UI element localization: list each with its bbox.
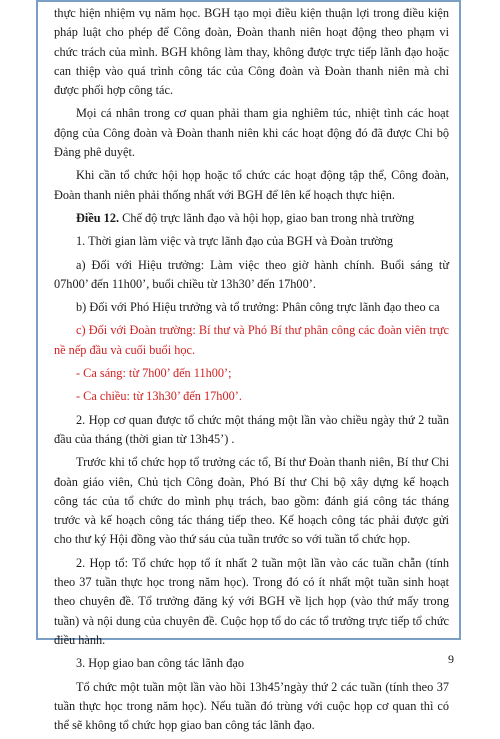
paragraph: Khi cần tổ chức hội họp hoặc tổ chức các hoạt động tập thể, Công đoàn, Đoàn thanh niên phải thống nhất với BGH để lên kế hoạch thực hiện. <box>54 168 449 202</box>
item-2-team-meeting: 2. Họp tổ: Tổ chức họp tổ ít nhất 2 tuần một lần vào các tuần chẵn (tính theo 37 tuần thực học trong năm học). Trong đó có ít nhất một tuần sinh hoạt theo chuyên đề. Tổ trưởng đăng ký với BGH về lịch họp (vào thứ mấy trong tuần) và nội dung của chuyên đề. Cuộc họp tổ do các tổ trưởng trực tiếp tổ chức điều hành. <box>54 555 449 647</box>
item-3-detail: Tổ chức một tuần một lần vào hồi 13h45’ngày thứ 2 các tuần (tính theo 37 tuần thực học trong năm học). Nếu tuần đó trùng với cuộc họp cơ quan thì có thể sẽ không tổ chức họp giao ban công tác lãnh đạo. <box>54 679 449 733</box>
afternoon-shift: - Ca chiều: từ 13h30’ đến 17h00’. <box>76 389 242 404</box>
item-1a: a) Đối với Hiệu trưởng: Làm việc theo giờ hành chính. Buổi sáng từ 07h00’ đến 11h00’, buổi chiều từ 13h30’ đến 17h00’. <box>54 257 449 291</box>
article-12-title: Điều 12. <box>76 210 120 225</box>
item-3: 3. Họp giao ban công tác lãnh đạo <box>76 656 245 671</box>
item-1: 1. Thời gian làm việc và trực lãnh đạo của BGH và Đoàn trường <box>76 234 394 249</box>
document-body <box>54 4 449 739</box>
item-2-staff-meeting-detail: Trước khi tổ chức họp tổ trưởng các tổ, Bí thư Đoàn thanh niên, Bí thư Chi đoàn giáo viên, Chủ tịch Công đoàn, Phó Bí thư Chi bộ xây dựng kế hoạch công tác của tổ chức do mình phụ trách, bao gồm: đánh giá công tác tháng trước và kế hoạch công tác tháng tiếp theo. Kế hoạch công tác phải được gửi cho thư ký Hội đồng vào thứ sáu của tuần trước so với tuần tổ chức họp. <box>54 455 449 547</box>
article-12-heading <box>54 209 449 228</box>
article-12-subtitle: Chế độ trực lãnh đạo và hội họp, giao ban trong nhà trường <box>119 210 415 225</box>
item-2-staff-meeting: 2. Họp cơ quan được tổ chức một tháng một lần vào chiều ngày thứ 2 tuần đầu của tháng (thời gian từ 13h45’) . <box>54 412 449 446</box>
item-1c: c) Đối với Đoàn trường: Bí thư và Phó Bí thư phân công các đoàn viên trực nề nếp đầu và cuối buổi học. <box>54 323 449 357</box>
morning-shift: - Ca sáng: từ 7h00’ đến 11h00’; <box>76 366 232 381</box>
page-number: 9 <box>448 652 454 666</box>
paragraph: thực hiện nhiệm vụ năm học. BGH tạo mọi điều kiện thuận lợi trong điều kiện pháp luật cho phép để Công đoàn, Đoàn thanh niên hoạt động theo phạm vi chức trách của mình. BGH không làm thay, không được trực tiếp lãnh đạo hoặc can thiệp vào quá trình công tác của Công đoàn và Đoàn thanh niên mà chỉ được phối hợp công tác. <box>54 6 449 98</box>
item-1b: b) Đối với Phó Hiệu trưởng và tổ trưởng: Phân công trực lãnh đạo theo ca <box>76 300 440 315</box>
paragraph: Mọi cá nhân trong cơ quan phải tham gia nghiêm túc, nhiệt tình các hoạt động của Công đoàn và Đoàn thanh niên khi các hoạt động đó đã được Chi bộ Đảng phê duyệt. <box>54 106 449 160</box>
